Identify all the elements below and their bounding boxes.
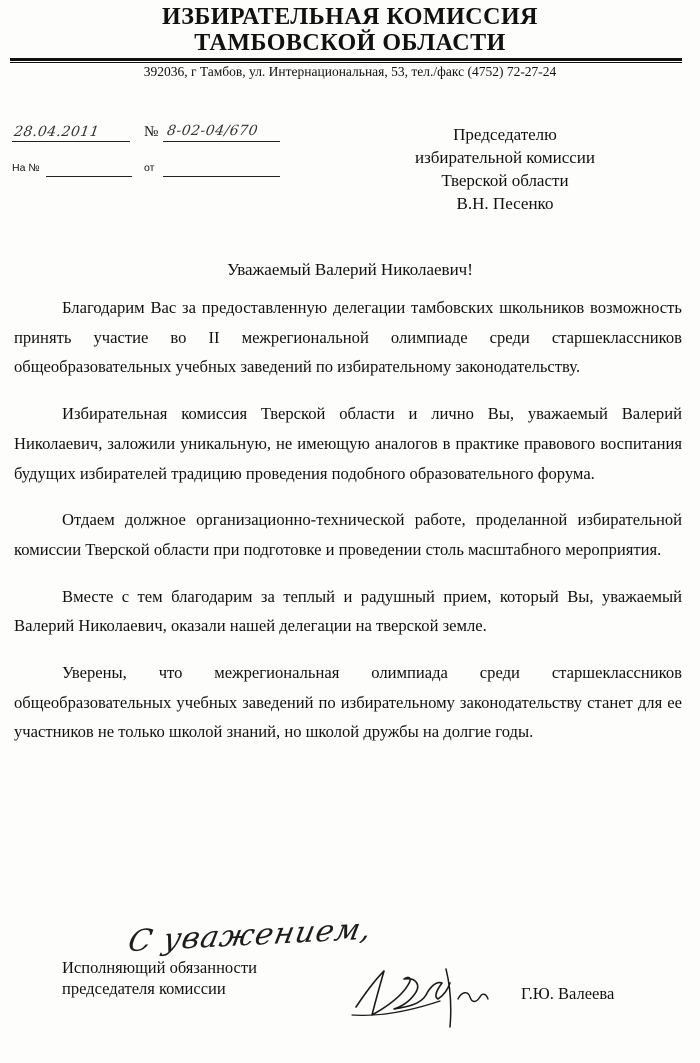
body-paragraph-5: Уверены, что межрегиональная олимпиада среди старшеклассников общеобразовательных учебных заведений по избирательному законодательству станет для ее участников не только школой знаний, но школой дружбы на долгие годы.: [14, 663, 682, 742]
body-paragraph-1: Благодарим Вас за предоставленную делегации тамбовских школьников возможность принять участие во II межрегиональной олимпиаде среди старшеклассников общеобразовательных учебных заведений по избирательному законодательству.: [14, 298, 682, 377]
reply-to-label: На №: [12, 162, 40, 174]
signer-role-line1: Исполняющий обязанности: [62, 958, 257, 977]
handwritten-signature: [350, 955, 510, 1035]
outgoing-number-sign: №: [144, 124, 159, 140]
outgoing-date-line: [12, 141, 130, 142]
signer-name: Г.Ю. Валеева: [521, 984, 615, 1003]
addressee-block: [330, 123, 680, 215]
addressee-line3: Тверской области: [441, 171, 569, 190]
letterhead-title-line1: ИЗБИРАТЕЛЬНАЯ КОМИССИЯ: [162, 4, 538, 30]
signer-role-line2: председателя комиссии: [62, 979, 226, 998]
body-paragraph-2: Избирательная комиссия Тверской области и лично Вы, уважаемый Валерий Николаевич, заложили уникальную, не имеющую аналогов в практике правового воспитания будущих избирателей традицию проведения подобного образовательного форума.: [14, 404, 682, 483]
signer-role: [62, 957, 257, 999]
letterhead-title-line2: ТАМБОВСКОЙ ОБЛАСТИ: [194, 30, 506, 56]
outgoing-number-handwritten: 8-02-04/670: [165, 123, 260, 139]
closing-handwritten: С уважением,: [125, 911, 376, 960]
body-paragraph-3: Отдаем должное организационно-технической работе, проделанной избирательной комиссии Тверской области при подготовке и проведении столь масштабного мероприятия.: [14, 510, 682, 559]
addressee-line4: В.Н. Песенко: [456, 194, 554, 213]
body-paragraph-4: Вместе с тем благодарим за теплый и радушный прием, который Вы, уважаемый Валерий Николаевич, оказали нашей делегации на тверской земле.: [14, 586, 682, 636]
salutation: Уважаемый Валерий Николаевич!: [227, 260, 473, 279]
letterhead-rule-thin: [10, 62, 682, 63]
addressee-line2: избирательной комиссии: [414, 148, 596, 167]
outgoing-date-handwritten: 28.04.2011: [12, 124, 101, 140]
reply-from-line: [163, 176, 280, 177]
outgoing-number-line: [163, 141, 280, 142]
letterhead-rule-thick: [10, 58, 682, 61]
letter-body: [14, 293, 682, 764]
reply-from-label: от: [144, 162, 155, 174]
reply-to-line: [46, 176, 132, 177]
letterhead-address: 392036, г Тамбов, ул. Интернациональная, 53, тел./факс (4752) 72-27-24: [143, 64, 557, 79]
addressee-line1: Председателю: [453, 125, 557, 144]
